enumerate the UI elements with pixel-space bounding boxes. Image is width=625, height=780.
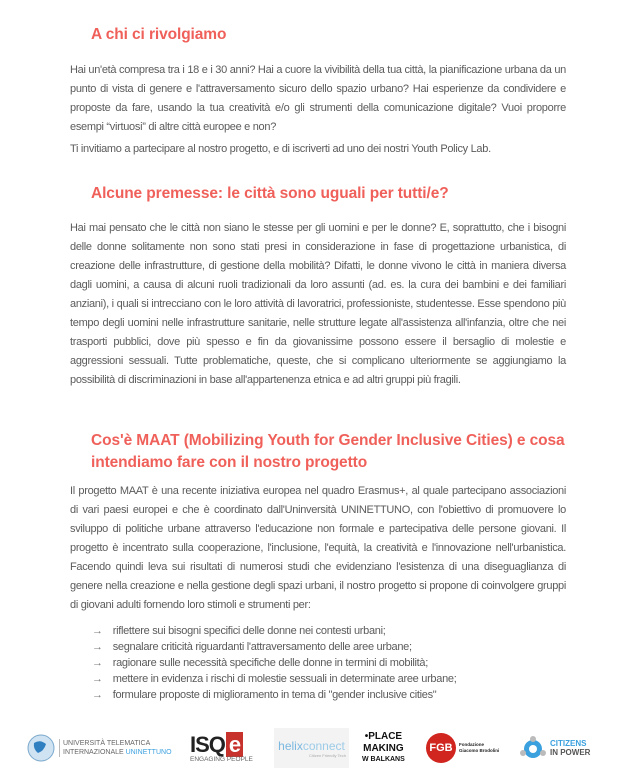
list-item: [92, 671, 566, 687]
logo-text: CITIZENS: [550, 739, 587, 748]
logo-text: UNINETTUNO: [125, 749, 172, 756]
arrow-icon: →: [92, 657, 103, 669]
logo-text: INTERNAZIONALE: [63, 749, 126, 756]
section-heading-a-chi-ci-rivolgiamo: A chi ci rivolgiamo: [91, 26, 227, 43]
goals-list: [92, 623, 566, 703]
logo-helixconnect: [274, 728, 349, 768]
logo-text: helix: [278, 738, 303, 753]
logo-text: IN POWER: [550, 748, 591, 757]
arrow-icon: →: [92, 673, 103, 685]
intro-paragraph: Hai un'età compresa tra i 18 e i 30 anni? Hai a cuore la vivibilità della tua città, la pianificazione urbana da un punto di vista di genere e l'attraversamento sicuro dello spazio urbano? Hai esperienze da condividere e proposte da fare, usando la tua creatività e/o gli strumenti della comunicazione digitale? Vuoi proporre esempi “virtuosi” di altre città europee e non?: [70, 64, 566, 133]
premesse-paragraph: Hai mai pensato che le città non siano le stesse per gli uomini e per le donne? E, soprattutto, che i bisogni delle donne solitamente non sono stati presi in considerazione in fase di progettazione urbanistica, di creazione delle infrastrutture, di gestione della mobilità? Difatti, le donne vivono le città in maniera diversa dagli uomini, a causa di alcuni ruoli tradizionali da loro assunti (ad. es. la cura dei bambini e dei familiari anziani), i quali si intrecciano con le loro attività di lavoratrici, professioniste, studentesse. Esse spendono più tempo degli uomini nelle infrastrutture sanitarie, nelle strutture legate all'assistenza all'infanzia, oltre che nei trasporti pubblici, dove più spesso e fin da giovanissime possono essere il bersaglio di molestie e aggressioni sessuali. Tutte problematiche, queste, che si complicano ulteriormente se aggiungiamo la possibilità di discriminazioni in base all'appartenenza etnica e ad altri gruppi più fragili.: [70, 222, 566, 386]
partner-logos: [0, 728, 625, 768]
arrow-icon: →: [92, 625, 103, 637]
list-item: [92, 623, 566, 639]
logo-text: Citizen Friendly Tech: [308, 752, 346, 758]
list-item: [92, 655, 566, 671]
logo-text: UNIVERSITÀ TELEMATICA: [63, 740, 151, 747]
list-item-text: ragionare sulle necessità specifiche delle donne in termini di mobilità;: [112, 657, 429, 669]
logo-citizens-in-power: [520, 728, 590, 768]
list-item-text: formulare proposte di miglioramento in tema di "gender inclusive cities": [112, 689, 437, 701]
list-item: [92, 687, 566, 703]
section-heading-maat-line1: Cos'è MAAT (Mobilizing Youth for Gender Inclusive Cities) e cosa: [91, 432, 565, 449]
list-item-text: segnalare criticità riguardanti l'attraversamento delle aree urbane;: [112, 641, 412, 653]
logo-text: FGB: [426, 733, 456, 763]
logo-text: W BALKANS: [362, 756, 405, 763]
people-circle-icon: [520, 735, 546, 761]
arrow-icon: →: [92, 641, 103, 653]
logo-placemaking: [362, 728, 405, 768]
logo-uninettuno: [26, 728, 172, 768]
logo-text: MAKING: [363, 743, 404, 754]
logo-text: ENGAGING PEOPLE: [190, 755, 253, 763]
section-heading-maat: [70, 430, 566, 474]
section-heading-maat-line2: intendiamo fare con il nostro progetto: [91, 454, 368, 471]
logo-text: e: [226, 732, 243, 757]
globe-icon: [26, 733, 56, 763]
section-heading-premesse: Alcune premesse: le città sono uguali per tutti/e?: [91, 185, 449, 202]
logo-fgb: [426, 728, 499, 768]
list-item-text: mettere in evidenza i rischi di molestie sessuali in determinate aree urbane;: [112, 673, 457, 685]
logo-text: •PLACE: [364, 731, 403, 742]
invite-paragraph: Ti invitiamo a partecipare al nostro progetto, e di iscriverti ad uno dei nostri Youth Policy Lab.: [70, 143, 491, 155]
maat-paragraph: Il progetto MAAT è una recente iniziativa europea nel quadro Erasmus+, al quale partecipano associazioni di vari paesi europei e che è coordinato dall'Uninversità UNINETTUNO, con l'obiettivo di promuovere lo sviluppo di politiche urbane attraverso l'educazione non formale e partecipativa delle persone giovani. Il progetto è incentrato sulla cooperazione, l'inclusione, l'equità, la creatività e l'innovazione nell'urbanistica. Facendo quindi leva sui risultati di numerosi studi che evidenziano l'esistenza di una diseguaglianza di genere nella creazione e nella gestione degli spazi urbani, il nostro progetto si propone di coinvolgere gruppi di giovani adulti fornendo loro stimoli e strumenti per:: [70, 485, 566, 611]
logo-isqe: [190, 728, 253, 768]
logo-text: Fondazione: [459, 742, 484, 747]
logo-text: connect: [302, 738, 345, 753]
list-item: [92, 639, 566, 655]
document-body: [70, 24, 566, 703]
arrow-icon: →: [92, 689, 103, 701]
logo-text: ISQ: [190, 731, 225, 757]
logo-text: Giacomo Brodolini: [459, 748, 500, 753]
list-item-text: riflettere sui bisogni specifici delle donne nei contesti urbani;: [112, 625, 386, 637]
